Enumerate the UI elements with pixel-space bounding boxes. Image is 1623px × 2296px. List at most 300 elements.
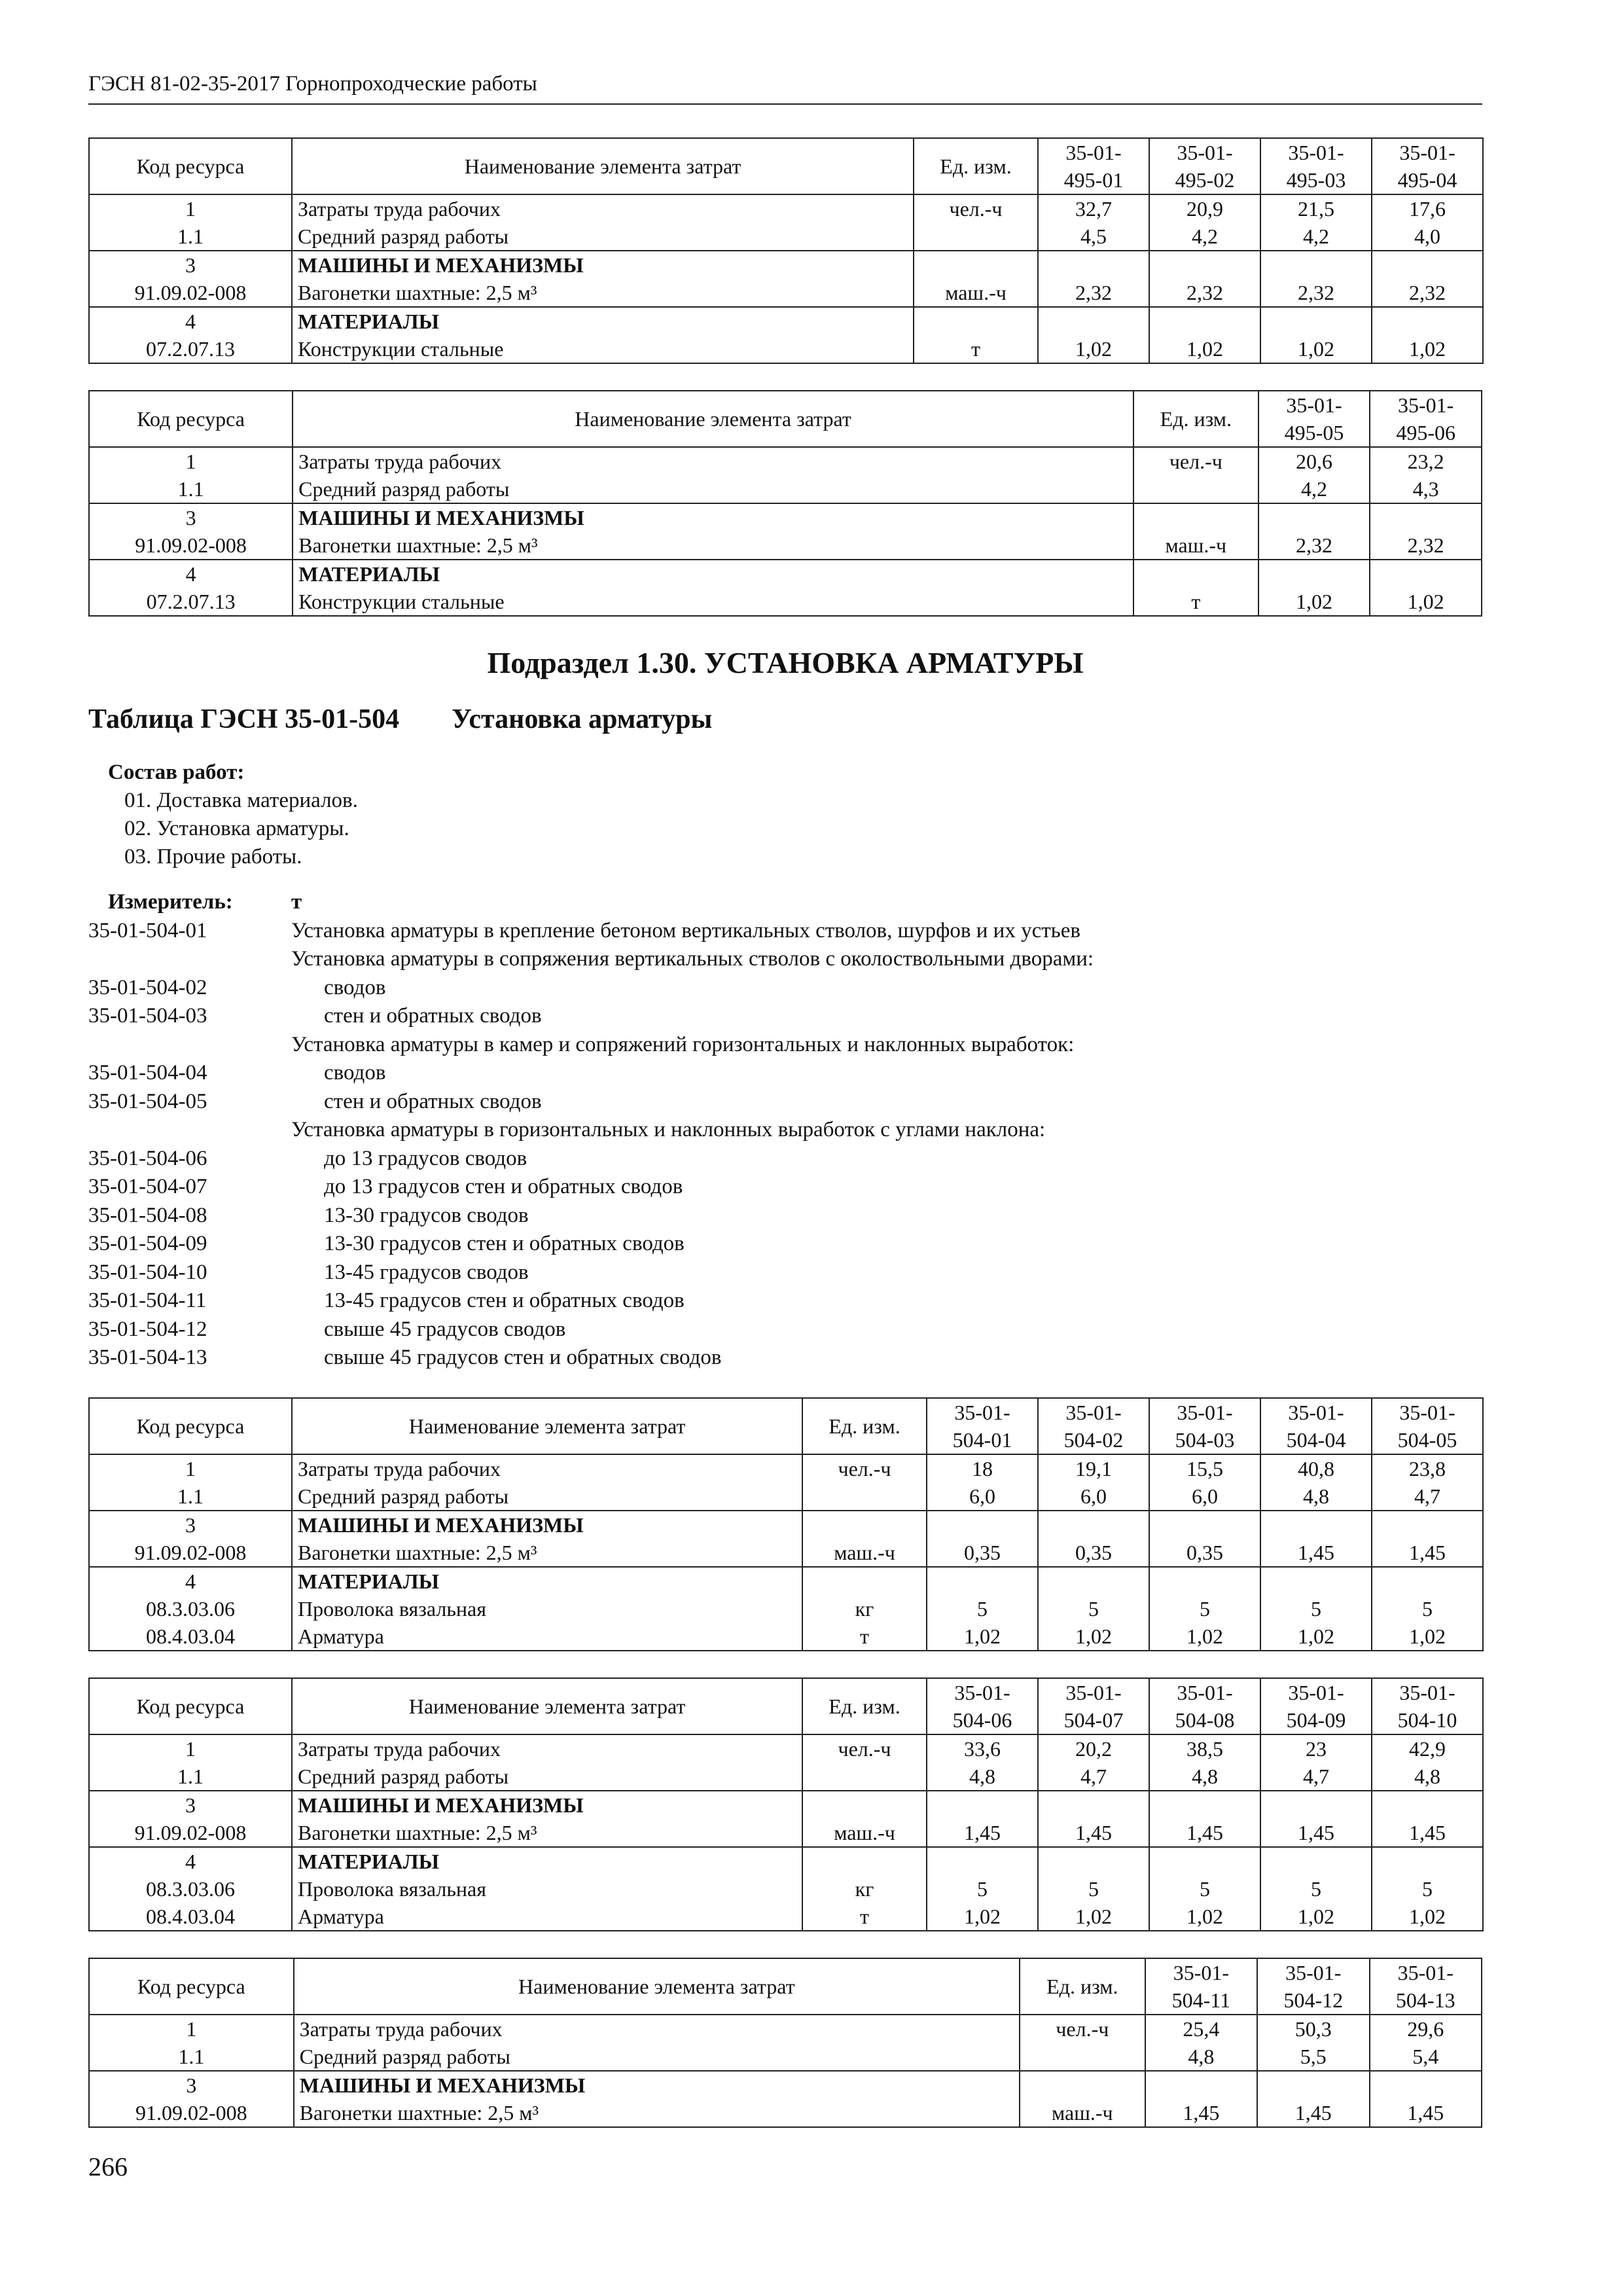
column-header: 35-01- 504-06 (927, 1678, 1038, 1734)
resource-unit (1020, 2071, 1145, 2099)
table-row (89, 1595, 1483, 1623)
norm-value: 4,2 (1258, 475, 1370, 503)
norm-value: 50,3 (1257, 2015, 1369, 2043)
norm-value: 5 (927, 1875, 1038, 1903)
table-row (89, 223, 1483, 251)
norm-code: 35-01-504-11 (88, 1289, 207, 1312)
work-item: 03. Прочие работы. (124, 845, 302, 869)
norm-value: 1,45 (1260, 1819, 1372, 1847)
resource-table (88, 137, 1482, 364)
column-header: 35-01- 504-05 (1372, 1398, 1483, 1454)
resource-unit: маш.-ч (1133, 531, 1258, 560)
norm-value: 6,0 (927, 1482, 1038, 1511)
resource-table-grid (88, 137, 1484, 364)
norm-value: 1,02 (1372, 1903, 1483, 1931)
resource-code: 3 (89, 2071, 294, 2099)
norm-value: 0,35 (1038, 1539, 1149, 1567)
table-row (89, 1763, 1483, 1791)
norm-description: 13-30 градусов сводов (324, 1203, 529, 1227)
norm-value: 5,4 (1370, 2043, 1482, 2071)
column-header: Наименование элемента затрат (292, 138, 914, 194)
resource-unit (802, 1511, 927, 1539)
norm-value (1038, 1791, 1149, 1819)
norm-value (1258, 503, 1370, 531)
norm-value: 23,8 (1372, 1454, 1483, 1482)
norm-value (1149, 307, 1260, 335)
norm-value: 32,7 (1038, 194, 1149, 223)
resource-unit: кг (802, 1595, 927, 1623)
table-row (89, 531, 1482, 560)
resource-name: Вагонетки шахтные: 2,5 м³ (294, 2099, 1020, 2127)
norm-value (1260, 307, 1372, 335)
norm-description: стен и обратных сводов (324, 1089, 542, 1113)
norm-value: 4,8 (1145, 2043, 1257, 2071)
column-header: 35-01- 504-08 (1149, 1678, 1260, 1734)
norm-value (1372, 1567, 1483, 1595)
resource-code: 07.2.07.13 (89, 588, 293, 616)
norm-value: 2,32 (1038, 279, 1149, 307)
norm-value: 42,9 (1372, 1734, 1483, 1763)
resource-unit: чел.-ч (914, 194, 1038, 223)
table-row (89, 307, 1483, 335)
resource-code: 91.09.02-008 (89, 531, 293, 560)
norm-value: 2,32 (1370, 531, 1482, 560)
norm-value (927, 1791, 1038, 1819)
resource-code: 1 (89, 447, 293, 475)
resource-unit (914, 251, 1038, 279)
norm-value: 6,0 (1149, 1482, 1260, 1511)
resource-unit (802, 1791, 927, 1819)
resource-name: Конструкции стальные (293, 588, 1133, 616)
resource-unit: чел.-ч (802, 1454, 927, 1482)
resource-table (88, 390, 1482, 617)
norm-value: 1,02 (1149, 1623, 1260, 1651)
resource-unit: кг (802, 1875, 927, 1903)
resource-code: 91.09.02-008 (89, 1539, 292, 1567)
norm-code (88, 945, 291, 974)
norm-value (1260, 1847, 1372, 1875)
norm-code: 35-01-504-06 (88, 1146, 207, 1170)
table-row (89, 1539, 1483, 1567)
norm-value (1372, 1511, 1483, 1539)
resource-code: 3 (89, 251, 292, 279)
table-row (89, 475, 1482, 503)
column-header: Наименование элемента затрат (293, 391, 1133, 447)
norm-value: 1,45 (1370, 2099, 1482, 2127)
norm-value: 20,9 (1149, 194, 1260, 223)
norm-value: 19,1 (1038, 1454, 1149, 1482)
norm-value: 5 (1260, 1595, 1372, 1623)
norm-value (1149, 1567, 1260, 1595)
norm-code: 35-01-504-12 (88, 1317, 207, 1341)
resource-name: Вагонетки шахтные: 2,5 м³ (292, 279, 914, 307)
norm-value: 1,02 (1038, 1623, 1149, 1651)
table-row (89, 335, 1483, 363)
norm-value: 1,02 (1260, 1903, 1372, 1931)
norm-value: 1,45 (1038, 1819, 1149, 1847)
resource-code: 1.1 (89, 223, 292, 251)
resource-unit: маш.-ч (1020, 2099, 1145, 2127)
resource-name: МАТЕРИАЛЫ (293, 560, 1133, 588)
norm-value: 0,35 (927, 1539, 1038, 1567)
column-header: 35-01- 504-13 (1370, 1958, 1482, 2015)
resource-code: 08.3.03.06 (89, 1595, 292, 1623)
table-header-row (89, 1678, 1483, 1734)
measure-lines (88, 917, 1482, 1372)
measure-header (88, 888, 1482, 917)
table-row (89, 447, 1482, 475)
work-item: 02. Установка арматуры. (124, 817, 349, 840)
norm-value: 29,6 (1370, 2015, 1482, 2043)
norm-value: 1,02 (927, 1623, 1038, 1651)
norm-code: 35-01-504-10 (88, 1260, 207, 1284)
norm-value: 2,32 (1149, 279, 1260, 307)
norm-value (1260, 251, 1372, 279)
resource-code: 1 (89, 2015, 294, 2043)
norm-code: 35-01-504-03 (88, 1004, 207, 1028)
norm-value: 1,02 (1260, 335, 1372, 363)
column-header: Наименование элемента затрат (292, 1678, 802, 1734)
norm-value: 23 (1260, 1734, 1372, 1763)
table-row (89, 503, 1482, 531)
table-row (89, 560, 1482, 588)
norm-code: 35-01-504-04 (88, 1061, 207, 1085)
norm-value (1038, 251, 1149, 279)
norm-value (1372, 307, 1483, 335)
resource-code: 1 (89, 194, 292, 223)
resource-unit (914, 223, 1038, 251)
resource-code: 91.09.02-008 (89, 279, 292, 307)
norm-value: 2,32 (1260, 279, 1372, 307)
resource-unit: чел.-ч (1133, 447, 1258, 475)
norm-value: 23,2 (1370, 447, 1482, 475)
norm-code: 35-01-504-01 (88, 918, 207, 942)
norm-value: 40,8 (1260, 1454, 1372, 1482)
norm-value (927, 1567, 1038, 1595)
norm-value (927, 1847, 1038, 1875)
resource-name: МАТЕРИАЛЫ (292, 1567, 802, 1595)
norm-value (1149, 1847, 1260, 1875)
norm-value: 4,5 (1038, 223, 1149, 251)
resource-name: Проволока вязальная (292, 1875, 802, 1903)
section-title: Подраздел 1.30. УСТАНОВКА АРМАТУРЫ (487, 646, 1084, 679)
table-row (89, 1847, 1483, 1875)
norm-value: 33,6 (927, 1734, 1038, 1763)
column-header: Наименование элемента затрат (294, 1958, 1020, 2015)
norm-description: сводов (324, 1061, 386, 1085)
norm-description: 13-45 градусов сводов (324, 1260, 529, 1284)
column-header: 35-01- 495-04 (1372, 138, 1483, 194)
resource-name: МАШИНЫ И МЕХАНИЗМЫ (292, 1511, 802, 1539)
resource-name: Вагонетки шахтные: 2,5 м³ (292, 1819, 802, 1847)
page-number: 266 (88, 2151, 128, 2181)
running-header: ГЭСН 81-02-35-2017 Горнопроходческие работы (88, 72, 1482, 105)
resource-name: МАШИНЫ И МЕХАНИЗМЫ (294, 2071, 1020, 2099)
norm-code: 35-01-504-13 (88, 1346, 207, 1369)
norm-description: до 13 градусов сводов (324, 1146, 527, 1170)
resource-table (88, 1397, 1482, 1651)
table-row (89, 2099, 1482, 2127)
resource-name: Средний разряд работы (292, 1482, 802, 1511)
resource-unit (1133, 560, 1258, 588)
column-header: Ед. изм. (802, 1398, 927, 1454)
norm-description: свыше 45 градусов сводов (324, 1317, 566, 1341)
resource-unit: маш.-ч (802, 1819, 927, 1847)
norm-value (927, 1511, 1038, 1539)
resource-name: МАШИНЫ И МЕХАНИЗМЫ (292, 251, 914, 279)
norm-value (1258, 560, 1370, 588)
resource-unit: маш.-ч (914, 279, 1038, 307)
norm-code: 35-01-504-07 (88, 1175, 207, 1198)
resource-code: 4 (89, 560, 293, 588)
resource-table (88, 1677, 1482, 1931)
resource-name: Средний разряд работы (293, 475, 1133, 503)
resource-table-grid (88, 1677, 1484, 1931)
norm-value: 1,02 (1258, 588, 1370, 616)
page (88, 72, 1482, 2182)
norm-value: 15,5 (1149, 1454, 1260, 1482)
resource-unit (914, 307, 1038, 335)
column-header: 35-01- 495-05 (1258, 391, 1370, 447)
norm-value: 25,4 (1145, 2015, 1257, 2043)
resource-name: Средний разряд работы (292, 1763, 802, 1791)
norm-value: 1,02 (1372, 1623, 1483, 1651)
column-header: 35-01- 504-07 (1038, 1678, 1149, 1734)
resource-code: 91.09.02-008 (89, 2099, 294, 2127)
resource-table-grid (88, 390, 1482, 617)
resource-code: 07.2.07.13 (89, 335, 292, 363)
table-row (89, 1875, 1483, 1903)
measure-block (88, 888, 1482, 1372)
column-header: 35-01- 504-01 (927, 1398, 1038, 1454)
column-header: 35-01- 504-03 (1149, 1398, 1260, 1454)
norm-code: 35-01-504-08 (88, 1203, 207, 1227)
norm-description: стен и обратных сводов (324, 1004, 542, 1028)
norm-value: 0,35 (1149, 1539, 1260, 1567)
resource-name: Затраты труда рабочих (293, 447, 1133, 475)
norm-value (1038, 1511, 1149, 1539)
resource-name: Арматура (292, 1903, 802, 1931)
resource-table-grid (88, 1958, 1482, 2128)
resource-name: Средний разряд работы (292, 223, 914, 251)
works-label: Состав работ: (108, 761, 245, 784)
column-header: Наименование элемента затрат (292, 1398, 802, 1454)
resource-name: Средний разряд работы (294, 2043, 1020, 2071)
resource-unit (802, 1847, 927, 1875)
norm-description: Установка арматуры в камер и сопряжений горизонтальных и наклонных выработок: (291, 1032, 1075, 1056)
norm-value: 5 (1038, 1595, 1149, 1623)
norm-value (1372, 251, 1483, 279)
norm-value: 17,6 (1372, 194, 1483, 223)
norm-value: 2,32 (1372, 279, 1483, 307)
resource-unit: т (802, 1623, 927, 1651)
table-row (89, 1482, 1483, 1511)
column-header: 35-01- 495-02 (1149, 138, 1260, 194)
resource-name: Арматура (292, 1623, 802, 1651)
resource-name: Проволока вязальная (292, 1595, 802, 1623)
norm-value: 1,45 (1372, 1539, 1483, 1567)
norm-value: 18 (927, 1454, 1038, 1482)
resource-table-grid (88, 1397, 1484, 1651)
resource-unit (802, 1482, 927, 1511)
table-row (89, 194, 1483, 223)
norm-code: 35-01-504-02 (88, 975, 207, 999)
column-header: 35-01- 504-10 (1372, 1678, 1483, 1734)
table-header-row (89, 1398, 1483, 1454)
norm-value (1149, 1791, 1260, 1819)
norm-description: Установка арматуры в горизонтальных и наклонных выработок с углами наклона: (291, 1118, 1046, 1141)
norm-value: 1,45 (1372, 1819, 1483, 1847)
norm-value: 1,02 (1149, 335, 1260, 363)
norm-value: 1,02 (1260, 1623, 1372, 1651)
resource-code: 1.1 (89, 475, 293, 503)
resource-code: 3 (89, 1791, 292, 1819)
resource-code: 1.1 (89, 1482, 292, 1511)
resource-code: 4 (89, 1847, 292, 1875)
norm-value: 5 (1149, 1875, 1260, 1903)
norm-value: 1,45 (1257, 2099, 1369, 2127)
table-header-row (89, 1958, 1482, 2015)
resource-code: 1 (89, 1734, 292, 1763)
resource-name: МАШИНЫ И МЕХАНИЗМЫ (292, 1791, 802, 1819)
column-header: 35-01- 495-06 (1370, 391, 1482, 447)
norm-value: 6,0 (1038, 1482, 1149, 1511)
table-header-row (89, 391, 1482, 447)
column-header: Ед. изм. (1133, 391, 1258, 447)
norm-value: 4,8 (1372, 1763, 1483, 1791)
norm-value (1149, 1511, 1260, 1539)
table-code: Таблица ГЭСН 35-01-504 (88, 704, 400, 734)
column-header: 35-01- 495-03 (1260, 138, 1372, 194)
table-row (89, 2071, 1482, 2099)
measure-label: Измеритель: (108, 890, 233, 914)
norm-value: 1,02 (1149, 1903, 1260, 1931)
norm-value: 1,02 (927, 1903, 1038, 1931)
norm-value: 4,8 (1149, 1763, 1260, 1791)
norm-value (1260, 1791, 1372, 1819)
column-header: 35-01- 504-04 (1260, 1398, 1372, 1454)
norm-value: 1,02 (1038, 1903, 1149, 1931)
resource-name: МАШИНЫ И МЕХАНИЗМЫ (293, 503, 1133, 531)
column-header: 35-01- 495-01 (1038, 138, 1149, 194)
resource-code: 08.4.03.04 (89, 1903, 292, 1931)
resource-unit (1020, 2043, 1145, 2071)
table-row (89, 1819, 1483, 1847)
table-row (89, 1791, 1483, 1819)
resource-code: 1.1 (89, 1763, 292, 1791)
column-header: Код ресурса (89, 138, 292, 194)
table-row (89, 1567, 1483, 1595)
resource-unit (1133, 503, 1258, 531)
resource-name: Вагонетки шахтные: 2,5 м³ (293, 531, 1133, 560)
resource-unit: маш.-ч (802, 1539, 927, 1567)
table-row (89, 2043, 1482, 2071)
norm-value (1370, 2071, 1482, 2099)
norm-value (1038, 1847, 1149, 1875)
norm-value: 4,7 (1260, 1763, 1372, 1791)
column-header: Код ресурса (89, 1678, 292, 1734)
resource-unit: чел.-ч (1020, 2015, 1145, 2043)
norm-value: 1,45 (1149, 1819, 1260, 1847)
resource-code: 1 (89, 1454, 292, 1482)
norm-value (1370, 503, 1482, 531)
norm-value: 1,45 (927, 1819, 1038, 1847)
resource-code: 08.3.03.06 (89, 1875, 292, 1903)
norm-value: 5 (1260, 1875, 1372, 1903)
norm-value: 4,2 (1260, 223, 1372, 251)
norm-value (1145, 2071, 1257, 2099)
norm-value: 1,02 (1372, 335, 1483, 363)
norm-value (1038, 307, 1149, 335)
table-header-row (89, 138, 1483, 194)
norm-value: 4,2 (1149, 223, 1260, 251)
norm-description: 13-30 градусов стен и обратных сводов (324, 1232, 685, 1255)
work-item: 01. Доставка материалов. (124, 789, 358, 812)
norm-code: 35-01-504-09 (88, 1232, 207, 1255)
resource-code: 91.09.02-008 (89, 1819, 292, 1847)
resource-name: Затраты труда рабочих (292, 1454, 802, 1482)
norm-description: сводов (324, 975, 386, 999)
resource-code: 3 (89, 1511, 292, 1539)
norm-value (1372, 1791, 1483, 1819)
column-header: Ед. изм. (1020, 1958, 1145, 2015)
norm-description: до 13 градусов стен и обратных сводов (324, 1175, 683, 1198)
table-row (89, 251, 1483, 279)
table-title (88, 704, 1482, 735)
column-header: Код ресурса (89, 1958, 294, 2015)
table-row (89, 1903, 1483, 1931)
table-name: Установка арматуры (452, 704, 713, 734)
norm-value: 5 (927, 1595, 1038, 1623)
norm-value: 4,7 (1372, 1482, 1483, 1511)
norm-value: 1,45 (1145, 2099, 1257, 2127)
column-header: 35-01- 504-09 (1260, 1678, 1372, 1734)
norm-value: 5,5 (1257, 2043, 1369, 2071)
column-header: Код ресурса (89, 1398, 292, 1454)
column-header: 35-01- 504-12 (1257, 1958, 1369, 2015)
column-header: Код ресурса (89, 391, 293, 447)
resource-unit: т (1133, 588, 1258, 616)
resource-code: 1.1 (89, 2043, 294, 2071)
resource-name: МАТЕРИАЛЫ (292, 1847, 802, 1875)
resource-unit (1133, 475, 1258, 503)
resource-unit: т (914, 335, 1038, 363)
norm-description: свыше 45 градусов стен и обратных сводов (324, 1346, 722, 1369)
table-row (89, 1734, 1483, 1763)
norm-value (1370, 560, 1482, 588)
resource-name: Затраты труда рабочих (294, 2015, 1020, 2043)
column-header: Ед. изм. (914, 138, 1038, 194)
norm-description: Установка арматуры в сопряжения вертикальных стволов с околоствольными дворами: (291, 947, 1094, 971)
norm-value: 4,0 (1372, 223, 1483, 251)
norm-value (1260, 1511, 1372, 1539)
norm-code (88, 1031, 291, 1060)
resource-name: Затраты труда рабочих (292, 194, 914, 223)
norm-value: 38,5 (1149, 1734, 1260, 1763)
norm-value: 4,8 (927, 1763, 1038, 1791)
norm-value: 5 (1372, 1595, 1483, 1623)
norm-code: 35-01-504-05 (88, 1089, 207, 1113)
resource-code: 4 (89, 1567, 292, 1595)
norm-value: 5 (1149, 1595, 1260, 1623)
norm-value: 4,3 (1370, 475, 1482, 503)
column-header: Ед. изм. (802, 1678, 927, 1734)
norm-description: Установка арматуры в крепление бетоном вертикальных стволов, шурфов и их устьев (291, 918, 1080, 942)
column-header: 35-01- 504-11 (1145, 1958, 1257, 2015)
works-list (88, 787, 1482, 871)
norm-value (1260, 1567, 1372, 1595)
table-row (89, 279, 1483, 307)
